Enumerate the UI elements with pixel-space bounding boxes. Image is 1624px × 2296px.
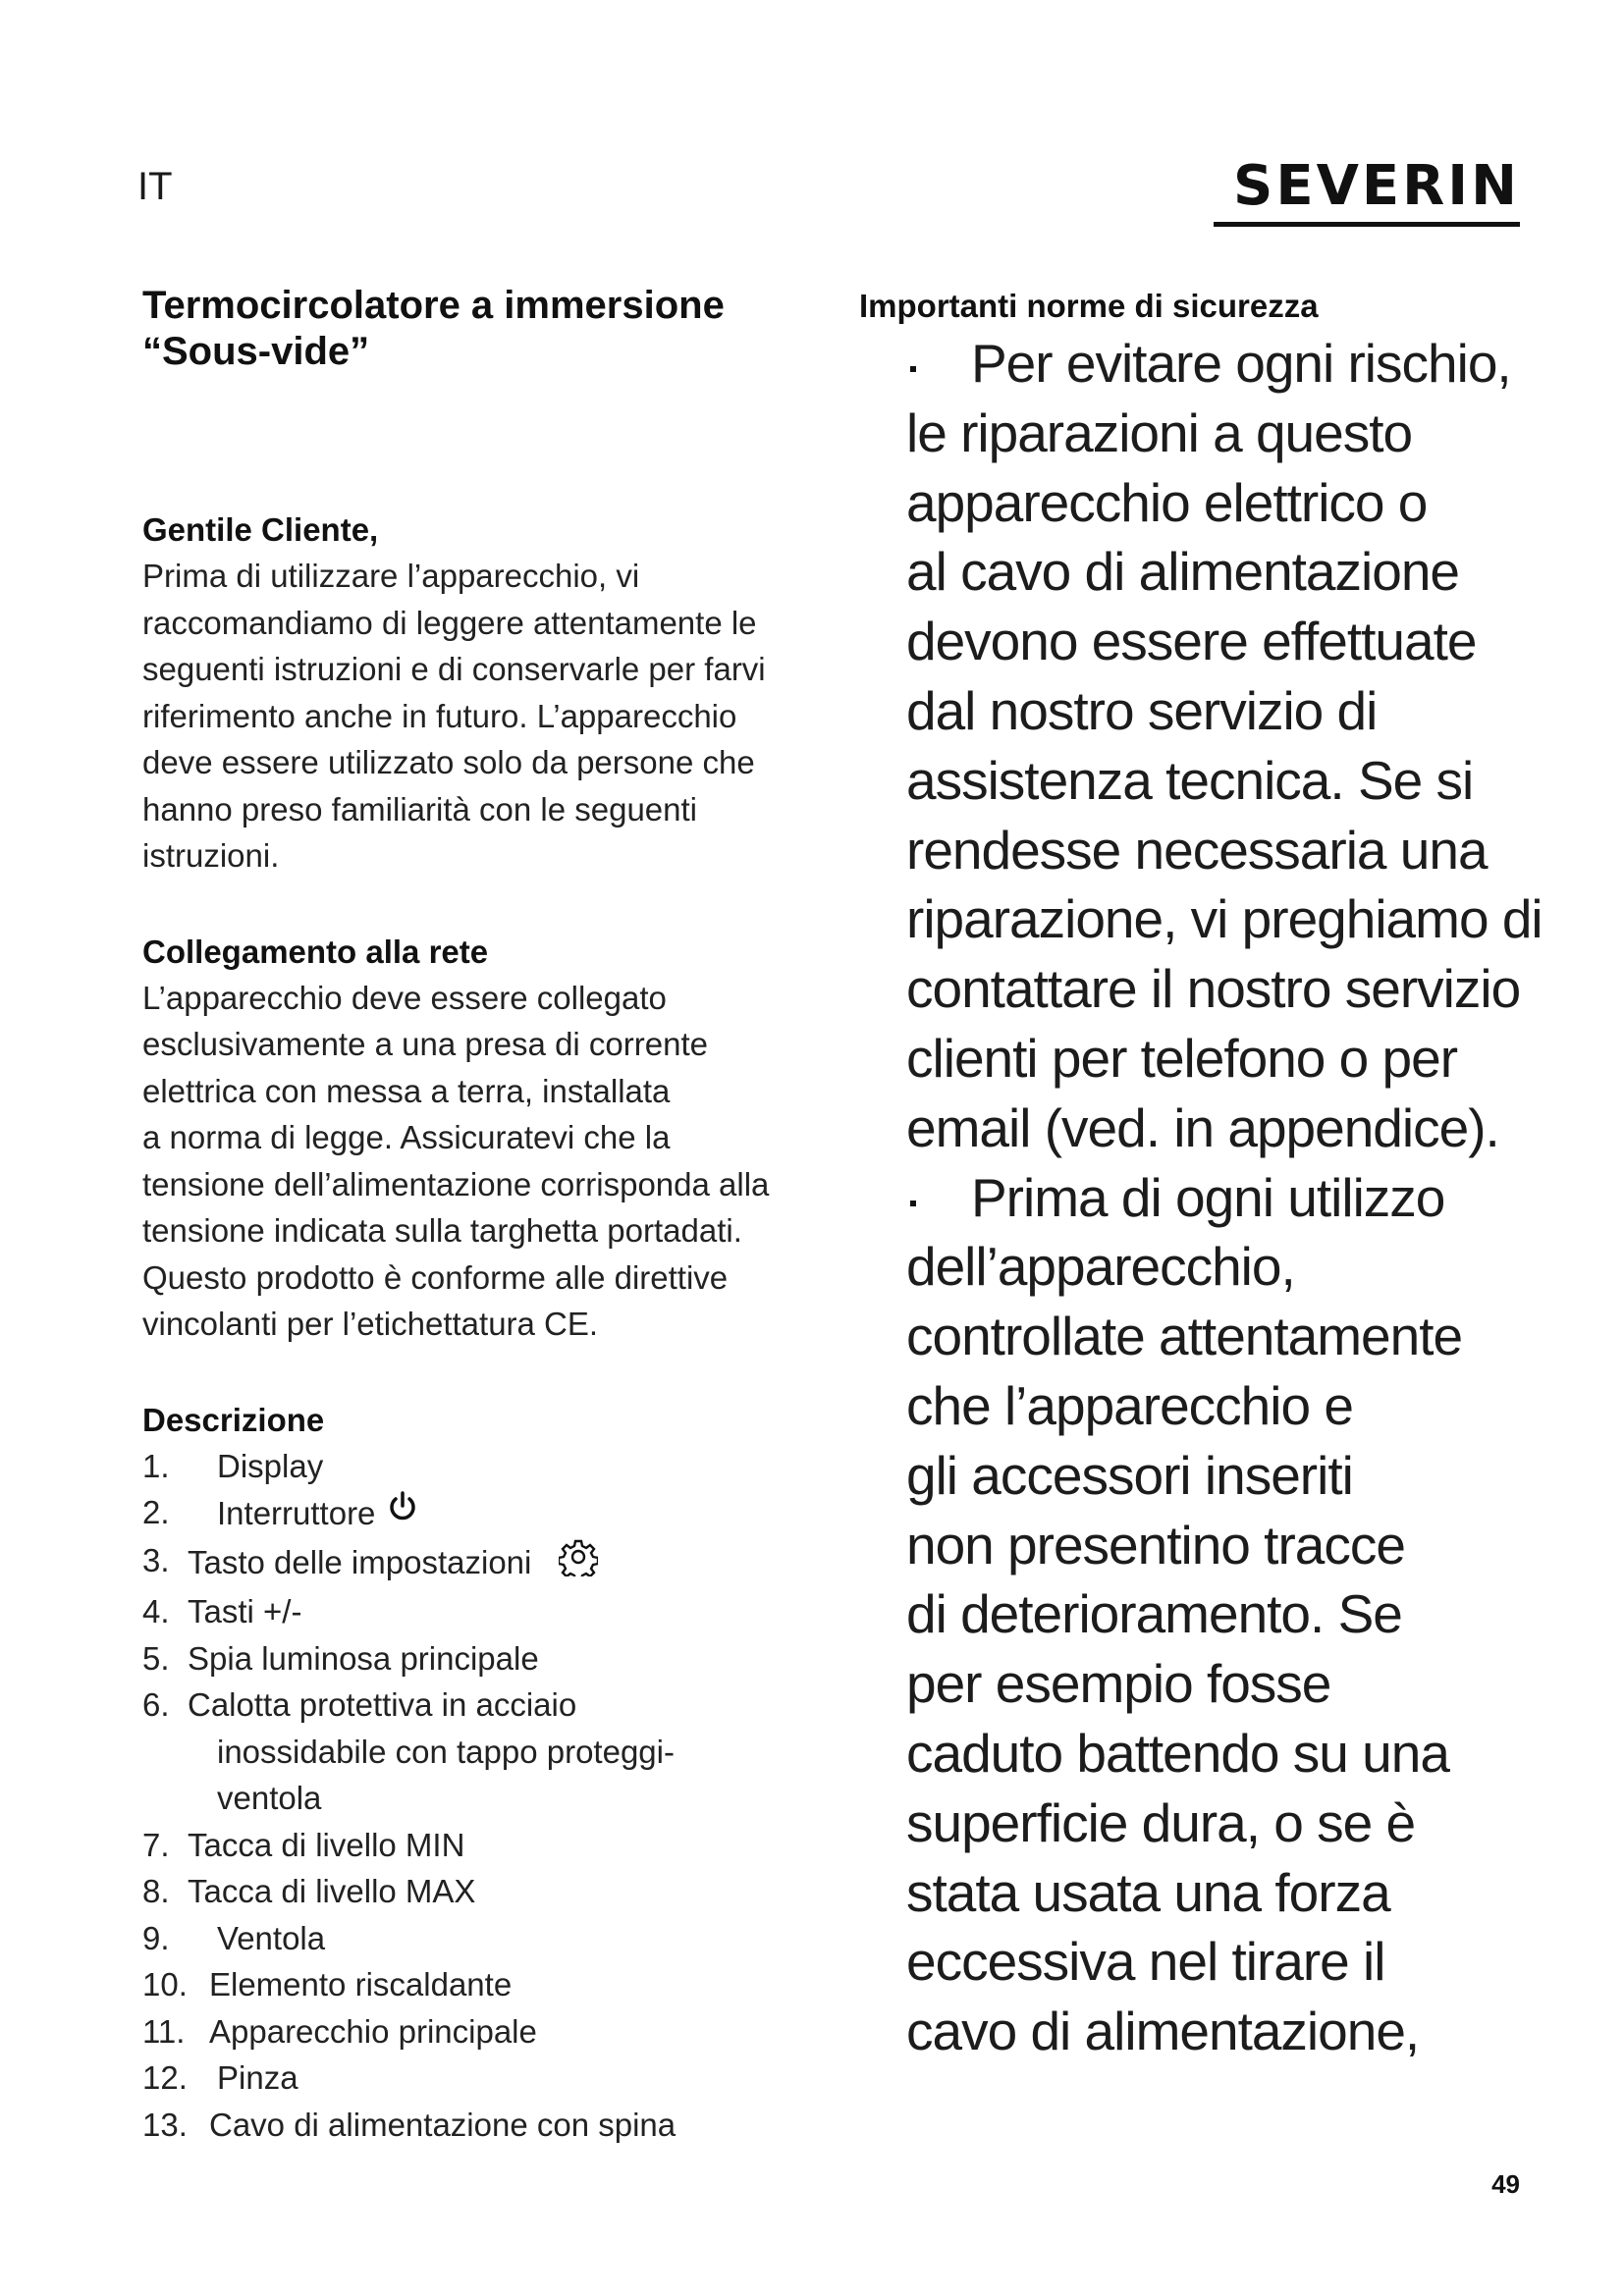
text-line: stata usata una forza <box>906 1861 1390 1923</box>
item-number: 3. <box>142 1541 170 1578</box>
item-text: Tasti +/- <box>188 1593 302 1629</box>
document-title <box>142 283 830 375</box>
list-item <box>142 2055 830 2102</box>
settings-gear-icon <box>559 1537 598 1589</box>
text-line: al cavo di alimentazione <box>906 541 1460 603</box>
text-line: riferimento anche in futuro. L’apparecchio <box>142 697 737 734</box>
item-text: ventola <box>217 1780 322 1816</box>
item-text: Interruttore <box>217 1494 376 1531</box>
text-line: Prima di utilizzare l’apparecchio, vi <box>142 558 640 594</box>
text-line: contattare il nostro servizio <box>906 958 1521 1020</box>
text-line: caduto battendo su una <box>906 1722 1449 1784</box>
text-line: vincolanti per l’etichettatura CE. <box>142 1306 599 1342</box>
text-line: che l’apparecchio e <box>906 1374 1353 1436</box>
item-text: Tasto delle impostazioni <box>188 1544 532 1580</box>
title-line-1: Termocircolatore a immersione <box>142 284 725 327</box>
text-line: devono essere effettuate <box>906 611 1477 672</box>
list-item <box>142 1868 830 1915</box>
item-text: Display <box>217 1447 324 1484</box>
text-line: controllate attentamente <box>906 1306 1463 1367</box>
brand-underline <box>1214 222 1520 227</box>
item-text: Tacca di livello MIN <box>188 1826 465 1863</box>
text-line: Prima di ogni utilizzo <box>971 1166 1445 1228</box>
text-line: L’apparecchio deve essere collegato <box>142 979 667 1016</box>
item-number: 4. <box>142 1593 170 1629</box>
item-number <box>142 1729 217 1776</box>
text-line: clienti per telefono o per <box>906 1027 1458 1089</box>
text-line: per esempio fosse <box>906 1653 1331 1715</box>
title-line-2: “Sous-vide” <box>142 330 370 373</box>
text-line: assistenza tecnica. Se si <box>906 749 1474 811</box>
item-number: 11. <box>142 2012 186 2050</box>
text-line: hanno preso familiarità con le seguenti <box>142 790 698 828</box>
language-code: IT <box>137 165 173 208</box>
text-line: tensione dell’alimentazione corrisponda alla <box>142 1165 770 1202</box>
item-number <box>142 1775 217 1822</box>
item-number: 13. <box>142 2106 188 2143</box>
item-text: Apparecchio principale <box>209 2012 537 2050</box>
list-item-continuation <box>142 1729 830 1776</box>
description-section <box>142 1397 830 2149</box>
brand-logo <box>1214 155 1520 227</box>
list-item <box>142 1635 830 1682</box>
text-line: riparazione, vi preghiamo di <box>906 888 1543 950</box>
item-number: 12. <box>142 2059 188 2096</box>
safety-heading: Importanti norme di sicurezza <box>859 288 1319 324</box>
item-text-wrap <box>217 1489 420 1537</box>
text-line: dell’apparecchio, <box>906 1236 1295 1298</box>
text-line: tensione indicata sulla targhetta portadati. <box>142 1212 742 1249</box>
text-line: elettrica con messa a terra, installata <box>142 1072 671 1109</box>
text-line: cavo di alimentazione, <box>906 2001 1420 2062</box>
item-number: 10. <box>142 1966 188 2002</box>
text-line: deve essere utilizzato solo da persone che <box>142 744 755 780</box>
safety-bullet-1 <box>859 329 1546 1163</box>
list-item <box>142 1822 830 1869</box>
item-text: Pinza <box>217 2059 298 2096</box>
list-item <box>142 1537 830 1589</box>
description-heading: Descrizione <box>142 1401 325 1438</box>
list-item <box>142 1443 830 1490</box>
list-item <box>142 1915 830 1962</box>
connection-text <box>142 975 830 1348</box>
item-text: Elemento riscaldante <box>209 1966 513 2002</box>
text-line: a norma di legge. Assicuratevi che la <box>142 1119 671 1155</box>
list-item <box>142 2008 830 2056</box>
text-line: le riparazioni a questo <box>906 401 1413 463</box>
text-line: esclusivamente a una presa di corrente <box>142 1026 708 1062</box>
brand-name: SEVERIN <box>1232 154 1520 218</box>
text-line: di deterioramento. Se <box>906 1583 1402 1645</box>
safety-bullet-2 <box>859 1163 1546 2066</box>
text-line: seguenti istruzioni e di conservarle per farvi <box>142 651 766 687</box>
item-number: 6. <box>142 1686 170 1723</box>
item-text: Cavo di alimentazione con spina <box>209 2106 677 2143</box>
text-line: gli accessori inseriti <box>906 1444 1353 1506</box>
text-line: Questo prodotto è conforme alle direttive <box>142 1258 729 1296</box>
text-line: email (ved. in appendice). <box>906 1096 1499 1158</box>
text-line: raccomandiamo di leggere attentamente le <box>142 604 757 641</box>
item-number: 2. <box>142 1494 170 1530</box>
item-number: 8. <box>142 1873 170 1909</box>
list-item <box>142 1682 830 1729</box>
item-text-wrap <box>188 1537 598 1589</box>
text-line: apparecchio elettrico o <box>906 471 1428 533</box>
power-icon <box>385 1489 420 1537</box>
list-item <box>142 1961 830 2008</box>
text-line: istruzioni. <box>142 837 280 874</box>
list-item <box>142 2102 830 2149</box>
connection-section <box>142 929 830 1348</box>
item-number: 7. <box>142 1826 170 1863</box>
item-number: 5. <box>142 1639 170 1677</box>
list-item-continuation <box>142 1775 830 1822</box>
text-line: dal nostro servizio di <box>906 679 1378 741</box>
list-item <box>142 1489 830 1537</box>
bullet-icon <box>910 366 916 372</box>
item-text: inossidabile con tappo proteggi- <box>217 1733 675 1770</box>
left-column <box>142 283 830 2148</box>
greeting-section <box>142 507 830 880</box>
text-line: Per evitare ogni rischio, <box>971 333 1511 394</box>
greeting-heading: Gentile Cliente, <box>142 511 379 548</box>
text-line: rendesse necessaria una <box>906 819 1488 881</box>
item-text: Tacca di livello MAX <box>188 1873 476 1909</box>
item-text: Calotta protettiva in acciaio <box>188 1686 577 1723</box>
text-line: superficie dura, o se è <box>906 1791 1416 1853</box>
list-item <box>142 1588 830 1635</box>
text-line: eccessiva nel tirare il <box>906 1931 1385 1993</box>
item-number: 1. <box>142 1447 170 1484</box>
item-number: 9. <box>142 1919 170 1956</box>
right-column <box>859 283 1546 2066</box>
text-line: non presentino tracce <box>906 1514 1405 1575</box>
connection-heading: Collegamento alla rete <box>142 933 489 970</box>
item-text: Spia luminosa principale <box>188 1639 539 1677</box>
greeting-text <box>142 553 830 880</box>
page-number: 49 <box>1491 2169 1520 2199</box>
item-text: Ventola <box>217 1919 326 1956</box>
description-list <box>142 1443 830 2149</box>
bullet-icon <box>910 1201 916 1206</box>
